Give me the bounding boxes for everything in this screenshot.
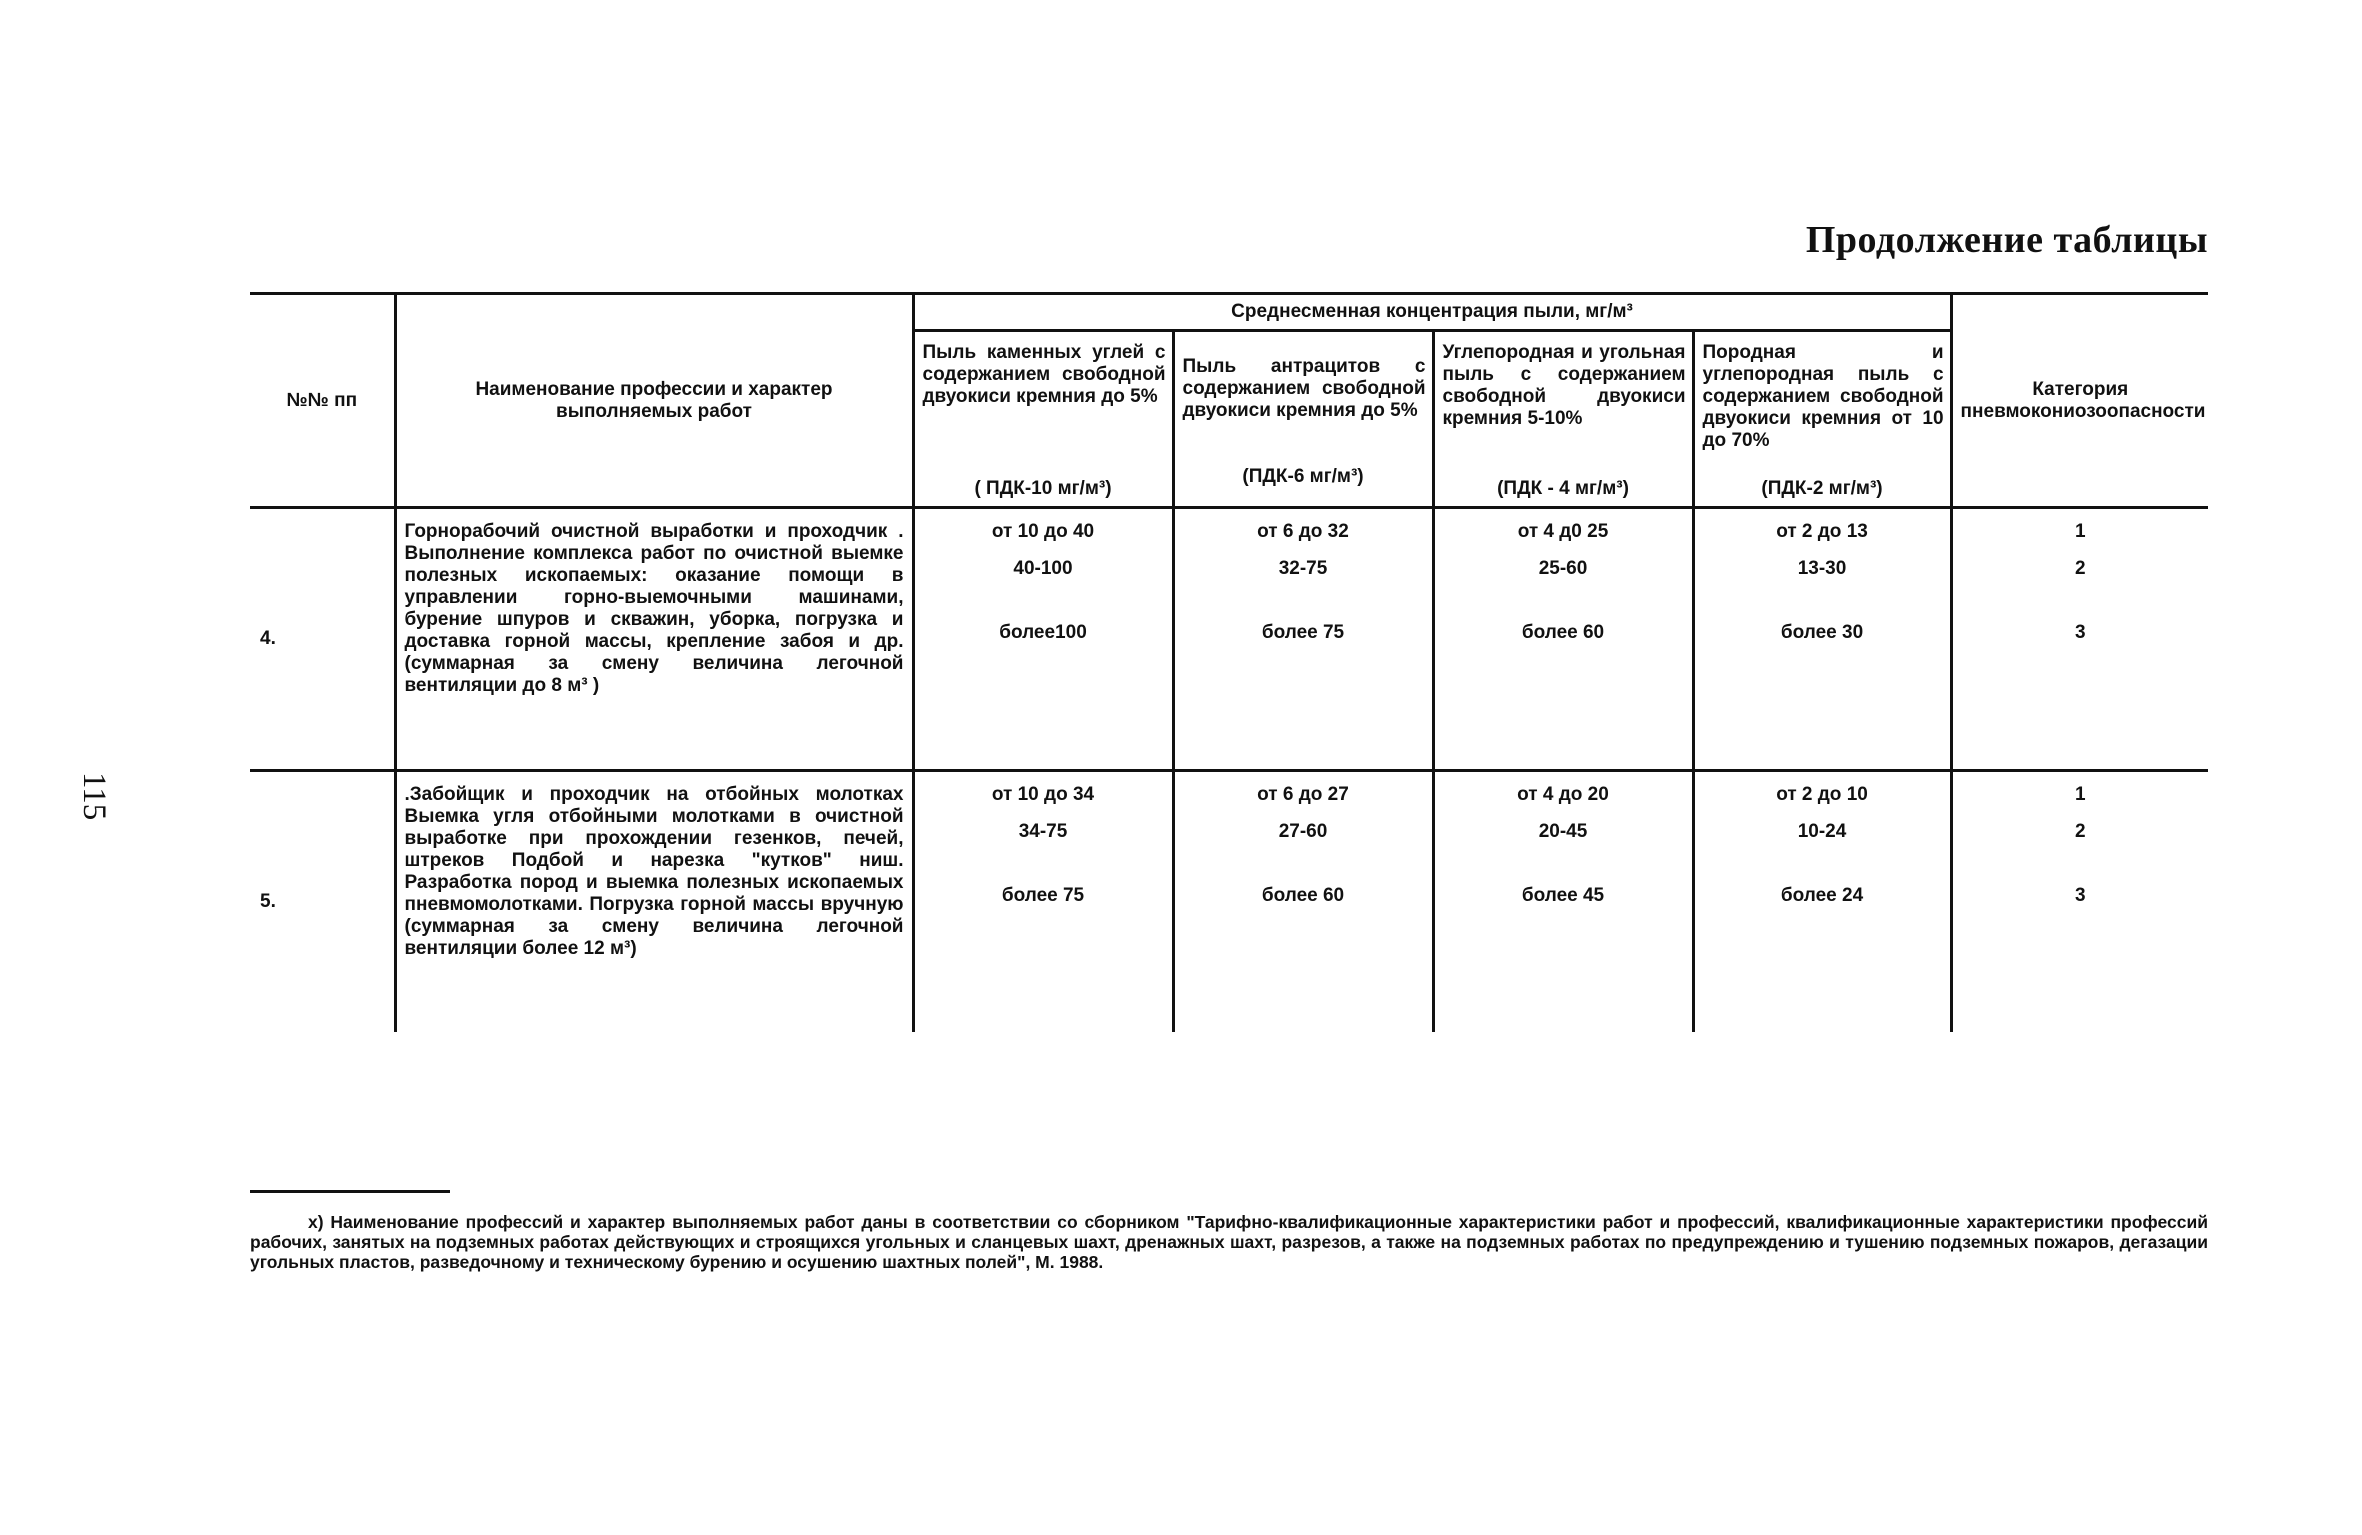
row-category	[1951, 508, 2208, 771]
header-category: Категория пневмокониозоопасности	[1951, 294, 2208, 508]
row-col-coal-rock	[1433, 508, 1693, 771]
value: 20-45	[1538, 821, 1588, 842]
row-col-coal	[913, 508, 1173, 771]
value: 10-24	[1797, 821, 1847, 842]
dust-concentration-table	[250, 292, 2208, 1032]
header-col-rock	[1693, 331, 1951, 508]
value: 1	[2075, 521, 2086, 542]
value: от 4 до 20	[1517, 784, 1609, 805]
value: 3	[2075, 885, 2086, 906]
header-col-coal	[913, 331, 1173, 508]
page-title: Продолжение таблицы	[1805, 219, 2208, 261]
value: более 60	[1521, 622, 1605, 643]
value: 40-100	[1013, 558, 1073, 579]
header-col-rock-pdk: (ПДК-2 мг/м³)	[1761, 478, 1883, 499]
row-description: .Забойщик и проходчик на отбойных молотках Выемка угля отбойными молотками в очистной выработке при прохождении гезенков, печей, штреков Подбой и нарезка "кутков" ниш. Разработка пород и выемка полезных ископаемых пневмомолотками. Погрузка горной массы вручную (суммарная за смену величина легочной вентиляции более 12 м³)	[395, 771, 913, 1033]
header-col-coal-rock-pdk: (ПДК - 4 мг/м³)	[1497, 478, 1629, 499]
value: более 30	[1780, 622, 1864, 643]
table-row	[250, 508, 2208, 771]
row-number: 4.	[250, 508, 395, 771]
row-col-coal	[913, 771, 1173, 1033]
header-concentration-group: Среднесменная концентрация пыли, мг/м³	[913, 294, 1951, 331]
header-col-coal-rock-text: Углепородная и угольная пыль с содержанием свободной двуокиси кремния 5-10%	[1442, 342, 1686, 429]
value: 25-60	[1538, 558, 1588, 579]
value: более100	[999, 622, 1087, 643]
footnote-divider	[250, 1190, 450, 1193]
value: 2	[2075, 558, 2086, 579]
row-col-rock	[1693, 508, 1951, 771]
row-col-anthracite	[1173, 771, 1433, 1033]
value: более 75	[1261, 622, 1345, 643]
value: 2	[2075, 821, 2086, 842]
value: 1	[2075, 784, 2086, 805]
header-col-coal-text: Пыль каменных углей с содержанием свободной двуокиси кремния до 5%	[922, 342, 1166, 407]
value: более 24	[1780, 885, 1864, 906]
header-col-rock-text: Породная и углепородная пыль с содержанием свободной двуокиси кремния от 10 до 70%	[1702, 342, 1944, 451]
value: более 45	[1521, 885, 1605, 906]
value: более 75	[1001, 885, 1085, 906]
value: от 6 до 27	[1257, 784, 1349, 805]
header-col-anthracite-text: Пыль антрацитов с содержанием свободной двуокиси кремния до 5%	[1182, 356, 1426, 421]
footnote: х) Наименование профессий и характер выполняемых работ даны в соответствии со сборником "Тарифно-квалификационные характеристики работ и профессий, квалификационные характеристики профессий рабочих, занятых на подземных работах действующих и строящихся угольных и сланцевых шахт, дренажных шахт, разрезов, а также на подземных работах по предупреждению и тушению подземных пожаров, дегазации угольных пластов, разведочному и техническому бурению и осушению шахтных полей", М. 1988.	[250, 1212, 2208, 1272]
value: от 10 до 34	[991, 784, 1095, 805]
value: 13-30	[1797, 558, 1847, 579]
header-col-coal-pdk: ( ПДК-10 мг/м³)	[974, 478, 1112, 499]
value: 34-75	[1018, 821, 1068, 842]
value: от 2 до 10	[1776, 784, 1868, 805]
value: более 60	[1261, 885, 1345, 906]
value: от 6 до 32	[1257, 521, 1349, 542]
page-number: 115	[76, 772, 112, 821]
value: от 2 до 13	[1776, 521, 1868, 542]
value: 32-75	[1278, 558, 1328, 579]
header-col-anthracite-pdk: (ПДК-6 мг/м³)	[1242, 466, 1364, 487]
header-col-coal-rock	[1433, 331, 1693, 508]
header-col-anthracite	[1173, 331, 1433, 508]
value: от 10 до 40	[991, 521, 1095, 542]
row-number: 5.	[260, 891, 276, 912]
value: от 4 д0 25	[1517, 521, 1609, 542]
header-num: №№ пп	[250, 294, 395, 508]
value: 3	[2075, 622, 2086, 643]
header-profession: Наименование профессии и характер выполняемых работ	[395, 294, 913, 508]
table-row	[250, 771, 2208, 1033]
row-col-anthracite	[1173, 508, 1433, 771]
row-col-coal-rock	[1433, 771, 1693, 1033]
row-description: Горнорабочий очистной выработки и проходчик . Выполнение комплекса работ по очистной выемке полезных ископаемых: оказание помощи в управлении горно-выемочными машинами, бурение шпуров и скважин, уборка, погрузка и доставка горной массы, крепление забоя и др. (суммарная за смену величина легочной вентиляции до 8 м³ )	[395, 508, 913, 771]
value: 27-60	[1278, 821, 1328, 842]
row-col-rock	[1693, 771, 1951, 1033]
row-category	[1951, 771, 2208, 1033]
